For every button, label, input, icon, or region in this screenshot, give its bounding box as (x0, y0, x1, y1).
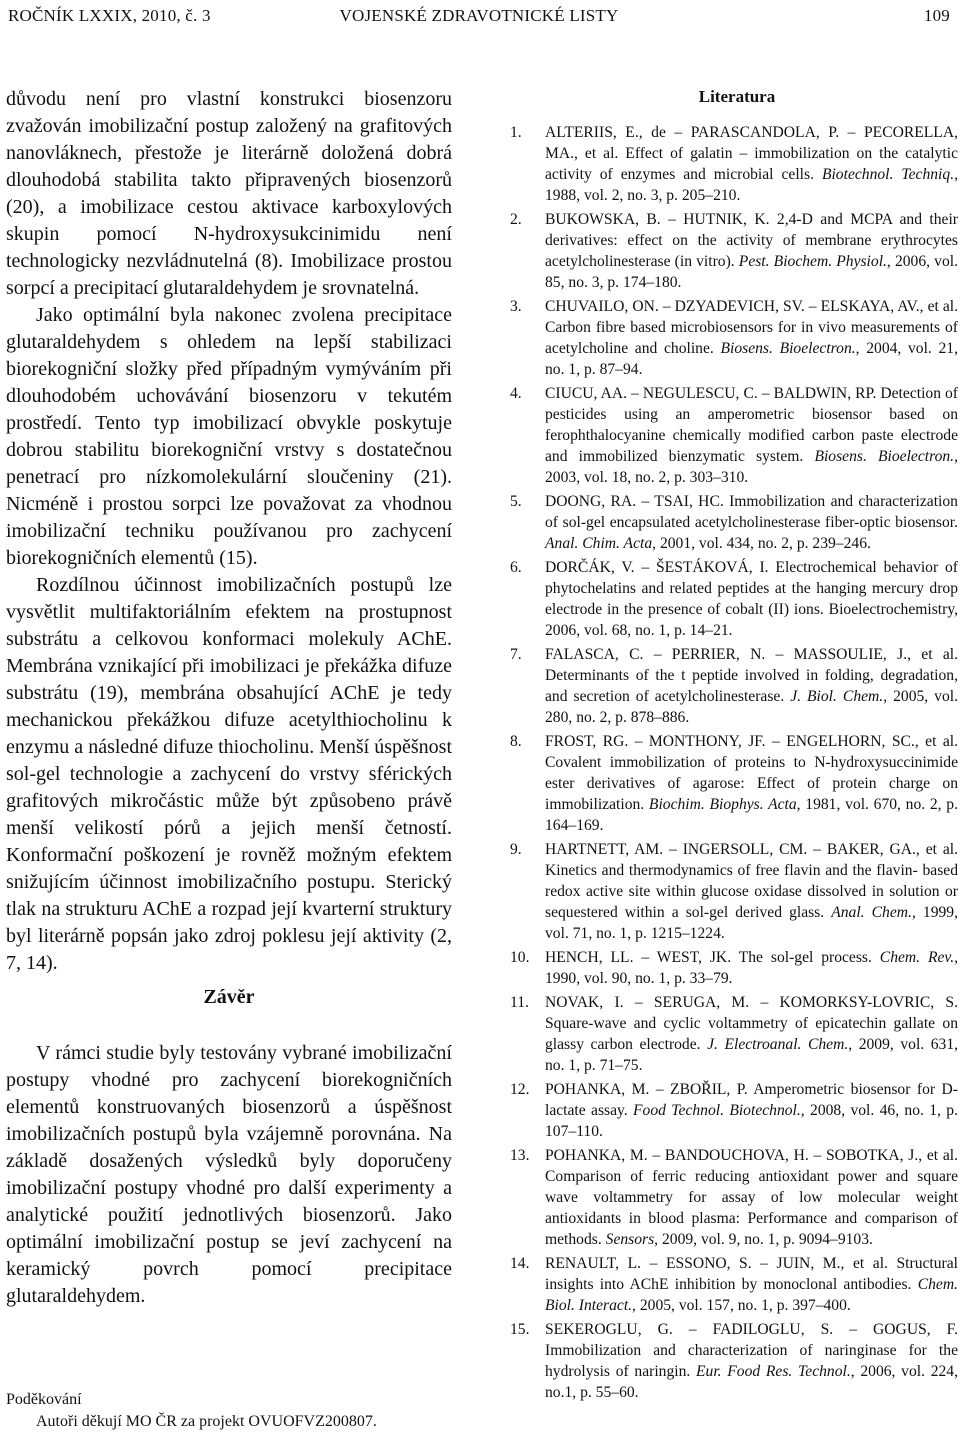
acknowledgement-heading: Poděkování (6, 1391, 82, 1408)
reference-title: Effect of galatin – immobilization on the catalytic activity of enzymes and microbial cells. (545, 145, 958, 183)
reference-journal: Biotechnol. Techniq. (821, 166, 955, 183)
reference-item (510, 839, 958, 944)
reference-list (510, 122, 958, 1403)
reference-authors: HENCH, LL. – WEST, JK. (545, 949, 732, 966)
reference-authors: BUKOWSKA, B. – HUTNIK, K. (545, 211, 770, 228)
reference-title: The sol-gel process. (731, 949, 880, 966)
reference-authors: DOONG, RA. – TSAI, HC. (545, 493, 724, 510)
reference-number: 13. (510, 1147, 530, 1164)
page-number: 109 (923, 6, 950, 25)
reference-journal: Biochim. Biophys. Acta (648, 796, 797, 813)
reference-number: 3. (510, 298, 522, 315)
reference-item (510, 731, 958, 836)
reference-number: 10. (510, 949, 530, 966)
reference-number: 7. (510, 646, 522, 663)
reference-number: 12. (510, 1081, 530, 1098)
reference-authors: HARTNETT, AM. – INGERSOLL, CM. – BAKER, GA., et al. (545, 841, 958, 858)
reference-details: , 2008, vol. 46, no. 1, p. 107–110. (545, 1102, 958, 1140)
reference-details: , 1981, vol. 670, no. 2, p. 164–169. (545, 796, 959, 834)
reference-number: 15. (510, 1321, 530, 1338)
reference-title: Comparison of ferric reducing antioxidant power and square wave voltammetry for assay of low molecular weight antioxidants in blood plasma: Performance and comparison of methods. (545, 1168, 958, 1248)
reference-journal: Biosens. Bioelectron. (814, 448, 955, 465)
reference-item (510, 1079, 958, 1142)
reference-number: 2. (510, 211, 522, 228)
left-column (6, 86, 452, 977)
reference-details: , 2005, vol. 280, no. 2, p. 878–886. (545, 688, 959, 726)
reference-title: Carbon fibre based microbiosensors for in vivo measurements of acetylcholine and choline. (545, 319, 958, 357)
conclusion-text (6, 1040, 452, 1310)
reference-journal: Anal. Chim. Acta (545, 535, 653, 552)
reference-details: , 2004, vol. 21, no. 1, p. 87–94. (545, 340, 958, 378)
reference-authors: FROST, RG. – MONTHONY, JF. – ENGELHORN, SC., et al. (545, 733, 958, 750)
reference-item (510, 296, 958, 380)
reference-journal: Sensors (605, 1231, 655, 1248)
reference-journal: Chem. Biol. Interact. (545, 1276, 958, 1314)
page-header (8, 6, 950, 32)
reference-item (510, 383, 958, 488)
reference-authors: POHANKA, M. – ZBOŘIL, P. (545, 1081, 748, 1098)
references-column (510, 86, 958, 1406)
reference-details: , 1999, vol. 71, no. 1, p. 1215–1224. (545, 904, 958, 942)
references-heading: Literatura (698, 87, 776, 106)
reference-details: , 1990, vol. 90, no. 1, p. 33–79. (545, 949, 958, 987)
reference-item (510, 491, 958, 554)
reference-item (510, 644, 958, 728)
reference-authors: FALASCA, C. – PERRIER, N. – MASSOULIE, J., et al. (545, 646, 958, 663)
reference-authors: CHUVAILO, ON. – DZYADEVICH, SV. – ELSKAYA, AV., et al. (545, 298, 958, 315)
reference-authors: CIUCU, AA. – NEGULESCU, C. – BALDWIN, RP. (545, 385, 877, 402)
reference-authors: DORČÁK, V. – ŠESTÁKOVÁ, I. (545, 559, 769, 576)
journal-title: VOJENSKÉ ZDRAVOTNICKÉ LISTY (339, 6, 619, 25)
reference-journal: Chem. Rev. (879, 949, 955, 966)
reference-details: , 2006, vol. 85, no. 3, p. 174–180. (545, 253, 958, 291)
reference-details: , 2003, vol. 18, no. 2, p. 303–310. (545, 448, 958, 486)
reference-journal: J. Biol. Chem. (790, 688, 884, 705)
reference-details: , 2009, vol. 631, no. 1, p. 71–75. (545, 1036, 959, 1074)
paragraph: V rámci studie byly testovány vybrané imobilizační postupy vhodné pro zachycení biorekogničních elementů konstruovaných biosenzorů a úspěšnost imobilizačních postupů byla vzájemně porovnána. Na základě dosažených výsledků byly doporučeny imobilizační postupy vhodné pro další experimenty a analytické použití jednotlivých biosenzorů. Jako optimální imobilizační postup se jeví zachycení na keramický povrch pomocí precipitace glutaraldehydem. (6, 1042, 452, 1307)
acknowledgement-text: Autoři děkují MO ČR za projekt OVUOFVZ200807. (36, 1413, 377, 1430)
paragraph: Jako optimální byla nakonec zvolena precipitace glutaraldehydem s ohledem na lepší stabilizaci biorekogniční složky před případným vymýváním při dlouhodobém uchovávání biosenzoru v tekutém prostředí. Tento typ imobilizací obvykle poskytuje dobrou stabilitu biorekogniční vrstvy s dostatečnou penetrací pro nízkomolekulární sloučeniny (21). Nicméně i prostou sorpci lze považovat za vhodnou imobilizační techniku používanou pro zachycení biorekogničních elementů (15). (6, 304, 452, 569)
reference-item (510, 209, 958, 293)
reference-number: 6. (510, 559, 522, 576)
paragraph: důvodu není pro vlastní konstrukci biosenzoru zvažován imobilizační postup založený na grafitových nanovláknech, přestože je literárně doložená dobrá dlouhodobá stabilita takto připravených biosenzorů (20), a imobilizace cestou aktivace karboxylových skupin pomocí N-hydroxysukcinimidu není technologicky nezvládnutelná (8). Imobilizace prostou sorpcí a precipitací glutaraldehydem je srovnatelná. (6, 88, 452, 299)
reference-item (510, 1145, 958, 1250)
reference-title: Structural insights into AChE inhibition by monoclonal antibodies. (545, 1255, 958, 1293)
reference-journal: Biosens. Bioelectron. (720, 340, 856, 357)
reference-authors: ALTERIIS, E., de – PARASCANDOLA, P. – PECORELLA, MA., et al. (545, 124, 958, 162)
reference-authors: SEKEROGLU, G. – FADILOGLU, S. – GOGUS, F. (545, 1321, 958, 1338)
reference-item (510, 947, 958, 989)
reference-authors: POHANKA, M. – BANDOUCHOVA, H. – SOBOTKA, J., et al. (545, 1147, 958, 1164)
reference-authors: RENAULT, L. – ESSONO, S. – JUIN, M., et al. (545, 1255, 888, 1272)
reference-number: 11. (510, 994, 529, 1011)
reference-details: , 2005, vol. 157, no. 1, p. 397–400. (632, 1297, 851, 1314)
reference-journal: Anal. Chem. (831, 904, 912, 921)
reference-title: Kinetics and thermodynamics of free flavin and the flavin- based redox active site within glucose oxidase dissolved in solution or sequestered within a sol-gel derived glass. (545, 862, 958, 921)
reference-number: 8. (510, 733, 522, 750)
reference-title: Covalent immobilization of proteins to N-hydroxysuccinimide ester derivatives of agarose: Effect of protein charge on immobilization. (545, 754, 958, 813)
reference-journal: J. Electroanal. Chem. (707, 1036, 849, 1053)
reference-details: , 2001, vol. 434, no. 2, p. 239–246. (652, 535, 871, 552)
reference-authors: NOVAK, I. – SERUGA, M. – KOMORKSY-LOVRIC, S. (545, 994, 958, 1011)
reference-title: Electrochemical behavior of phytochelatins and related peptides at the hanging mercury drop electrode in the presence of cobalt (II) ions. Bioelectrochemistry, 2006, vol. 68, no. 1, p. 14–21. (545, 559, 958, 639)
reference-details: , 2009, vol. 9, no. 1, p. 9094–9103. (654, 1231, 873, 1248)
reference-item (510, 1319, 958, 1403)
reference-item (510, 557, 958, 641)
reference-number: 1. (510, 124, 522, 141)
reference-number: 9. (510, 841, 522, 858)
reference-number: 4. (510, 385, 522, 402)
reference-item (510, 122, 958, 206)
reference-title: Determinants of the t peptide involved in folding, degradation, and secretion of acetylcholinesterase. (545, 667, 958, 705)
paragraph: Rozdílnou účinnost imobilizačních postupů lze vysvětlit multifaktoriálním efektem na prostupnost substrátu a celkovou konformaci molekuly AChE. Membrána vznikající při imobilizaci je překážka difuze substrátu (19), membrána obsahující AChE je tedy mechanickou překážkou difuze acetylthiocholinu k enzymu a následné difuze thiocholinu. Menší úspěšnost sol-gel technologie a zachycení do vrstvy sférických grafitových mikročástic může být způsobeno právě menší velikostí pórů a jejich menší četností. Konformační poškození je rovněž možným efektem snižujícím účinnost imobilizačního postupu. Sterický tlak na strukturu AChE a rozpad její kvarterní struktury byl literárně popsán jako zdroj poklesu její aktivity (2, 7, 14). (6, 574, 453, 974)
reference-journal: Pest. Biochem. Physiol. (738, 253, 887, 270)
reference-journal: Eur. Food Res. Technol. (696, 1363, 851, 1380)
section-heading-zaver: Závěr (203, 986, 255, 1008)
reference-title: Amperometric biosensor for D-lactate assay. (545, 1081, 958, 1119)
reference-title: Immobilization and characterization of naringinase for the hydrolysis of naringin. (545, 1342, 958, 1380)
reference-details: , 1988, vol. 2, no. 3, p. 205–210. (545, 166, 958, 204)
reference-title: Detection of pesticides using an amperometric biosensor based on ferophthalocyanine chemically modified carbon paste electrode and immobilized bienzymatic system. (545, 385, 959, 465)
reference-item (510, 992, 958, 1076)
reference-item (510, 1253, 958, 1316)
reference-title: Immobilization and characterization of sol-gel encapsulated acetylcholinesterase fiber-optic biosensor. (545, 493, 958, 531)
reference-details: , 2006, vol. 224, no.1, p. 55–60. (545, 1363, 959, 1401)
reference-number: 14. (510, 1255, 530, 1272)
reference-journal: Food Technol. Biotechnol. (633, 1102, 801, 1119)
volume-info: ROČNÍK LXXIX, 2010, č. 3 (8, 6, 211, 25)
reference-number: 5. (510, 493, 522, 510)
reference-title: Square-wave and cyclic voltammetry of epicatechin gallate on glassy carbon electrode. (545, 1015, 958, 1053)
reference-title: 2,4-D and MCPA and their derivatives: effect on the activity of membrane erythrocytes acetylcholinesterase (in vitro). (545, 211, 959, 270)
